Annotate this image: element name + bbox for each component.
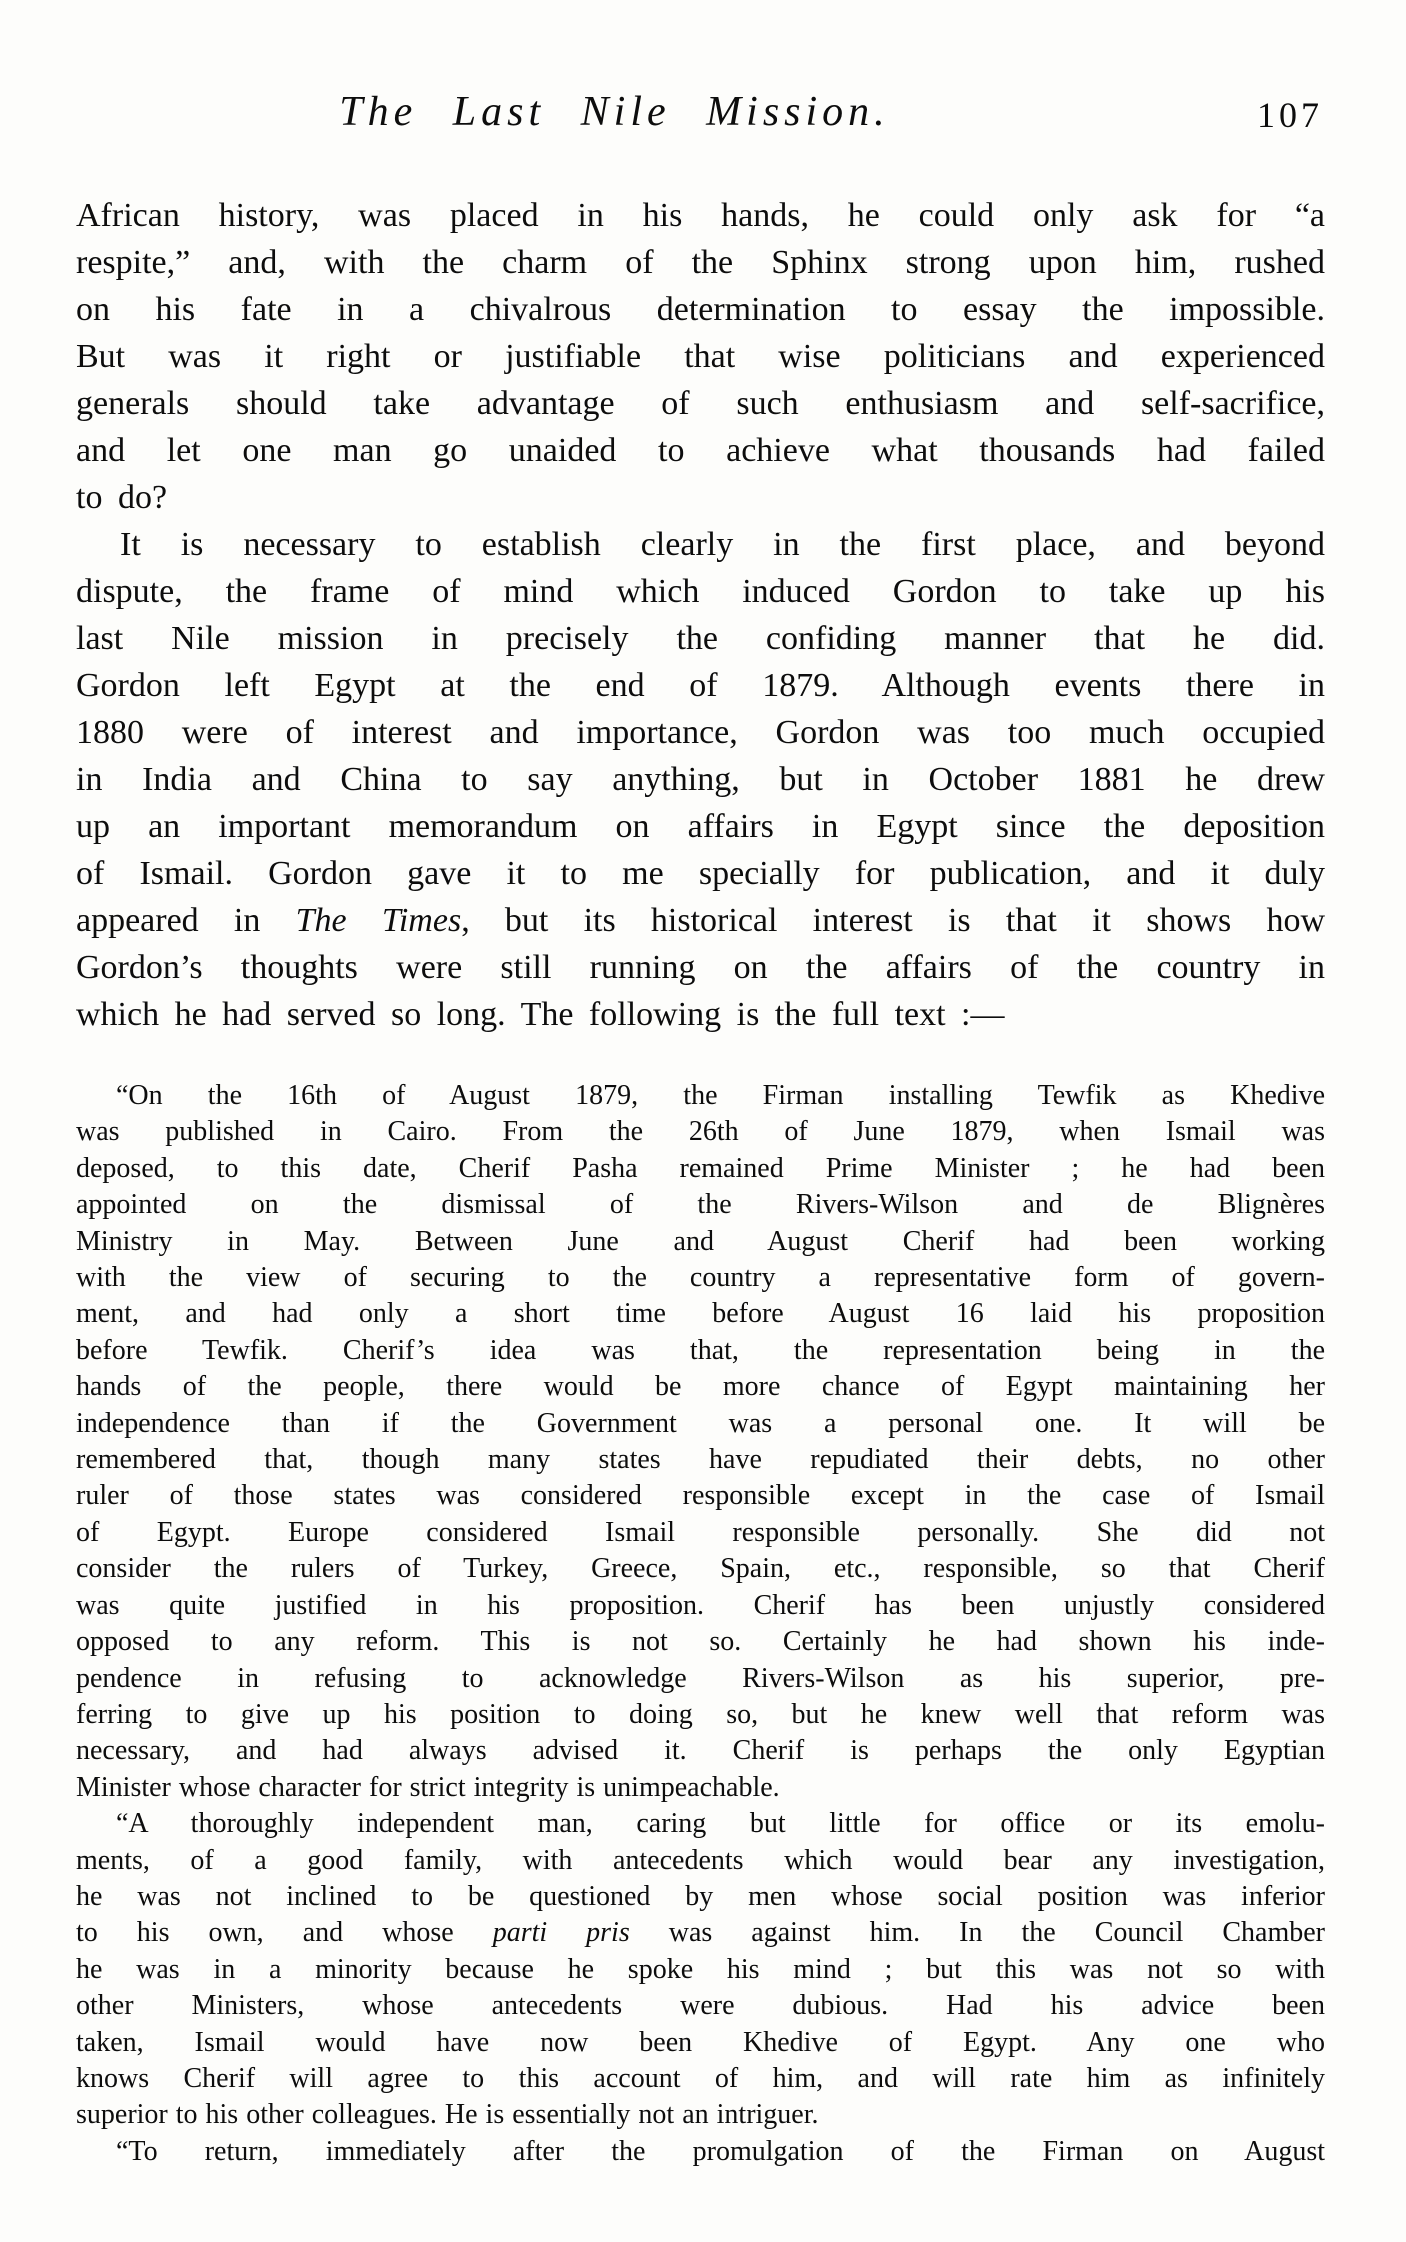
text-line (76, 1369, 1325, 1405)
text-line (76, 474, 1325, 521)
text-segment: other Ministers, whose antecedents were dubious. Had his advice been (76, 1990, 1325, 2022)
text-segment: of Ismail. Gordon gave it to me specially for publication, and it duly (76, 855, 1325, 892)
paragraph (76, 1078, 1325, 1806)
page-title-wrap (76, 88, 1325, 136)
text-segment: with the view of securing to the country a representative form of govern- (76, 1262, 1325, 1294)
text-segment: “A thoroughly independent man, caring but little for office or its emolu- (116, 1808, 1325, 1840)
text-line (76, 2097, 1325, 2133)
text-line (76, 1661, 1325, 1697)
running-head (76, 88, 1325, 138)
text-segment: Gordon’s thoughts were still running on the affairs of the country in (76, 949, 1325, 986)
text-segment: was published in Cairo. From the 26th of June 1879, when Ismail was (76, 1116, 1325, 1148)
text-segment: independence than if the Government was a personal one. It will be (76, 1407, 1325, 1439)
text-line (76, 1296, 1325, 1332)
text-segment: hands of the people, there would be more chance of Egypt maintaining her (76, 1371, 1325, 1403)
text-segment: superior to his other colleagues. He is essentially not an intriguer. (76, 2099, 819, 2131)
text-segment: he was in a minority because he spoke his mind ; but this was not so with (76, 1953, 1325, 1985)
text-segment: But was it right or justifiable that wise politicians and experienced (76, 338, 1325, 375)
text-line (76, 1551, 1325, 1587)
text-line (76, 1078, 1325, 1114)
text-line (76, 1806, 1325, 1842)
text-line (76, 850, 1325, 897)
text-block (76, 192, 1325, 2170)
text-segment: which he had served so long. The following is the full text :— (76, 996, 1005, 1033)
text-segment: ments, of a good family, with antecedents which would bear any investigation, (76, 1844, 1325, 1876)
text-line (76, 991, 1325, 1038)
paragraph (76, 521, 1325, 1038)
text-segment: It is necessary to establish clearly in the first place, and beyond (120, 526, 1325, 563)
text-segment: Ministry in May. Between June and August Cherif had been working (76, 1225, 1325, 1257)
text-segment: up an important memorandum on affairs in Egypt since the deposition (76, 808, 1325, 845)
text-line (76, 1442, 1325, 1478)
paragraph (76, 1806, 1325, 2134)
text-segment: of Egypt. Europe considered Ismail responsible personally. She did not (76, 1516, 1325, 1548)
text-line (76, 1770, 1325, 1806)
text-line (76, 2025, 1325, 2061)
text-segment: generals should take advantage of such enthusiasm and self-sacrifice, (76, 385, 1325, 422)
text-segment: consider the rulers of Turkey, Greece, Spain, etc., responsible, so that Cherif (76, 1553, 1325, 1585)
text-line (76, 1624, 1325, 1660)
text-line (76, 1879, 1325, 1915)
text-segment: “On the 16th of August 1879, the Firman installing Tewfik as Khedive (116, 1080, 1325, 1111)
italic-text: The Times (295, 902, 462, 939)
text-segment: , but its historical interest is that it shows how (461, 902, 1326, 939)
text-segment: dispute, the frame of mind which induced Gordon to take up his (76, 573, 1325, 610)
text-segment: last Nile mission in precisely the confiding manner that he did. (76, 620, 1325, 657)
text-line (76, 1406, 1325, 1442)
text-segment: pendence in refusing to acknowledge Rivers-Wilson as his superior, pre- (76, 1662, 1325, 1694)
text-segment: Gordon left Egypt at the end of 1879. Although events there in (76, 667, 1325, 704)
text-segment: “To return, immediately after the promulgation of the Firman on August (116, 2135, 1325, 2167)
text-line (76, 2061, 1325, 2097)
text-segment: Minister whose character for strict integrity is unimpeachable. (76, 1771, 780, 1803)
text-segment: opposed to any reform. This is not so. Certainly he had shown his inde- (76, 1626, 1325, 1658)
text-line (76, 333, 1325, 380)
text-line (76, 1114, 1325, 1150)
text-segment: on his fate in a chivalrous determination to essay the impossible. (76, 291, 1325, 328)
text-line (76, 1333, 1325, 1369)
text-line (76, 1988, 1325, 2024)
text-segment: to his own, and whose (76, 1917, 493, 1949)
text-line (76, 192, 1325, 239)
text-segment: he was not inclined to be questioned by men whose social position was inferior (76, 1880, 1325, 1912)
text-line (76, 1187, 1325, 1223)
text-segment: necessary, and had always advised it. Cherif is perhaps the only Egyptian (76, 1735, 1325, 1767)
text-segment: 1880 were of interest and importance, Gordon was too much occupied (76, 714, 1325, 751)
italic-text: parti pris (492, 1917, 630, 1949)
text-segment: respite,” and, with the charm of the Sphinx strong upon him, rushed (76, 244, 1325, 281)
text-segment: before Tewfik. Cherif’s idea was that, the representation being in the (76, 1334, 1325, 1366)
text-line (76, 1260, 1325, 1296)
text-segment: deposed, to this date, Cherif Pasha remained Prime Minister ; he had been (76, 1152, 1325, 1184)
text-segment: and let one man go unaided to achieve what thousands had failed (76, 432, 1325, 469)
paragraph (76, 192, 1325, 521)
text-line (76, 709, 1325, 756)
text-line (76, 1697, 1325, 1733)
text-segment: in India and China to say anything, but in October 1881 he drew (76, 761, 1325, 798)
text-segment: appointed on the dismissal of the Rivers-Wilson and de Blignères (76, 1189, 1325, 1221)
paragraph (76, 2134, 1325, 2170)
text-line (76, 2134, 1325, 2170)
page-number: 107 (1257, 95, 1323, 135)
text-line (76, 1151, 1325, 1187)
text-segment: was quite justified in his proposition. Cherif has been unjustly considered (76, 1589, 1325, 1621)
text-line (76, 1224, 1325, 1260)
text-line (76, 521, 1325, 568)
text-line (76, 1952, 1325, 1988)
text-line (76, 756, 1325, 803)
text-line (76, 1515, 1325, 1551)
text-line (76, 897, 1325, 944)
text-segment: African history, was placed in his hands, he could only ask for “a (76, 197, 1325, 234)
text-segment: appeared in (76, 902, 296, 939)
text-line (76, 1843, 1325, 1879)
text-segment: was against him. In the Council Chamber (629, 1917, 1326, 1949)
text-line (76, 427, 1325, 474)
page-title: The Last Nile Mission. (339, 89, 890, 135)
text-line (76, 286, 1325, 333)
text-segment: knows Cherif will agree to this account of him, and will rate him as infinitely (76, 2062, 1325, 2094)
text-segment: ferring to give up his position to doing so, but he knew well that reform was (76, 1698, 1325, 1730)
text-segment: ruler of those states was considered responsible except in the case of Ismail (76, 1480, 1325, 1512)
text-line (76, 615, 1325, 662)
text-line (76, 803, 1325, 850)
text-line (76, 239, 1325, 286)
text-line (76, 1733, 1325, 1769)
text-line (76, 1915, 1325, 1951)
text-segment: to do? (76, 479, 168, 516)
text-segment: remembered that, though many states have repudiated their debts, no other (76, 1444, 1325, 1476)
text-segment: taken, Ismail would have now been Khedive of Egypt. Any one who (76, 2026, 1325, 2058)
text-line (76, 380, 1325, 427)
text-line (76, 568, 1325, 615)
text-line (76, 662, 1325, 709)
text-line (76, 1478, 1325, 1514)
text-segment: ment, and had only a short time before August 16 laid his proposition (76, 1298, 1325, 1330)
text-line (76, 944, 1325, 991)
text-line (76, 1588, 1325, 1624)
